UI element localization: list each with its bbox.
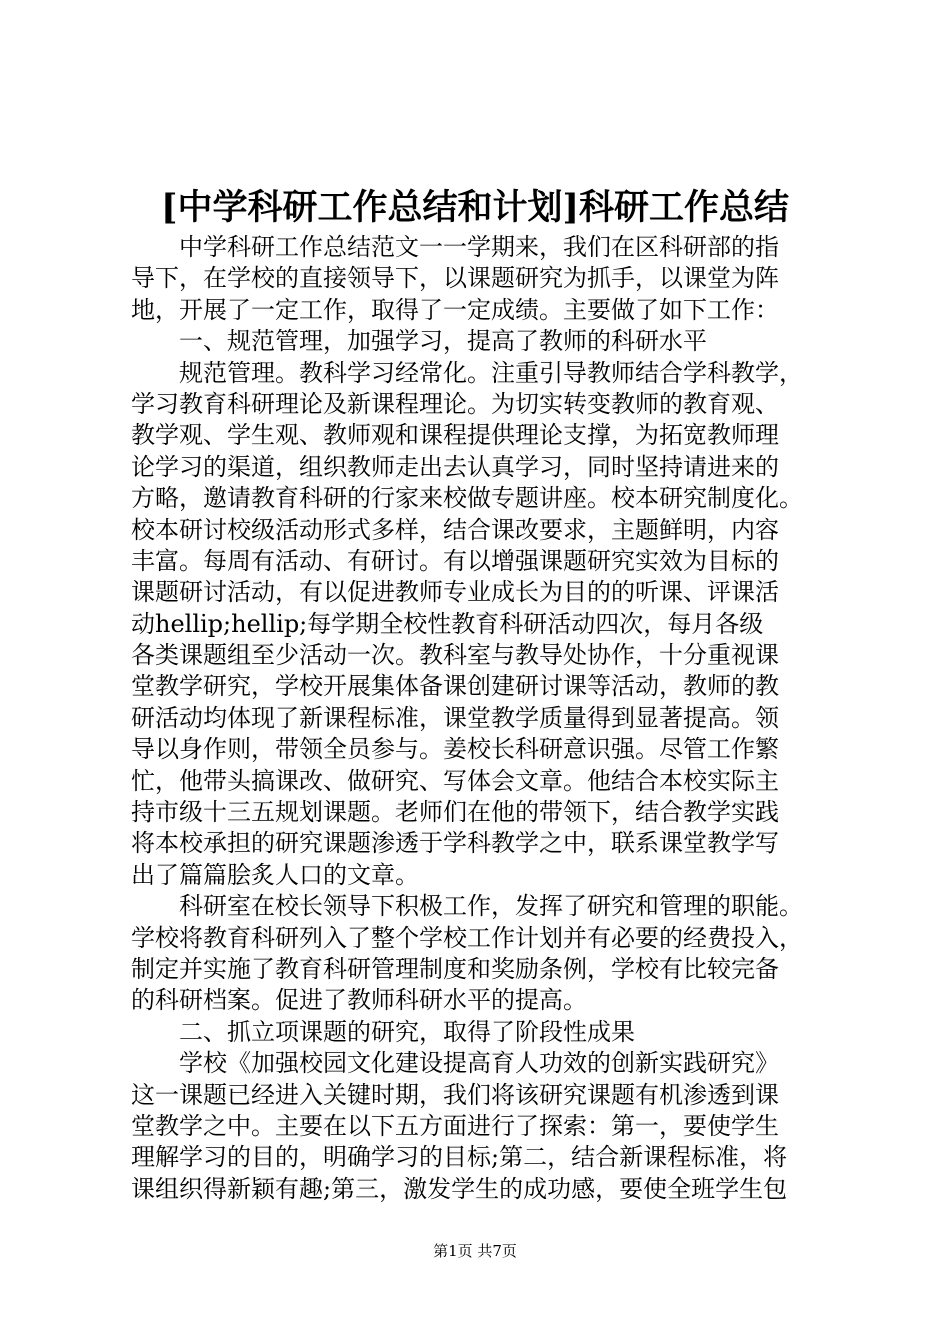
paragraph-line: 科研室在校长领导下积极工作，发挥了研究和管理的职能。 (179, 892, 803, 921)
paragraph-line: 地，开展了一定工作，取得了一定成绩。主要做了如下工作： (131, 295, 779, 324)
paragraph-line: 堂教学之中。主要在以下五方面进行了探索：第一，要使学生 (131, 1111, 779, 1140)
paragraph-line: 的科研档案。促进了教师科研水平的提高。 (131, 986, 587, 1015)
paragraph-line: 这一课题已经进入关键时期，我们将该研究课题有机渗透到课 (131, 1080, 779, 1109)
section-heading: 二、抓立项课题的研究，取得了阶段性成果 (179, 1017, 635, 1046)
paragraph-line: 出了篇篇脍炙人口的文章。 (131, 860, 419, 889)
paragraph-line: 导下，在学校的直接领导下，以课题研究为抓手，以课堂为阵 (131, 264, 779, 293)
paragraph-line: 持市级十三五规划课题。老师们在他的带领下，结合教学实践 (131, 798, 779, 827)
paragraph-line: 理解学习的目的，明确学习的目标;第二，结合新课程标准，将 (131, 1143, 788, 1172)
paragraph-line: 课组织得新颖有趣;第三，激发学生的成功感，要使全班学生包 (131, 1174, 788, 1203)
paragraph-line: 规范管理。教科学习经常化。注重引导教师结合学科教学， (179, 358, 803, 387)
paragraph-line: 教学观、学生观、教师观和课程提供理论支撑，为拓宽教师理 (131, 421, 779, 450)
document-title: [中学科研工作总结和计划]科研工作总结 (160, 187, 790, 228)
paragraph-line: 中学科研工作总结范文一一学期来，我们在区科研部的指 (179, 233, 779, 261)
paragraph-line: 方略，邀请教育科研的行家来校做专题讲座。校本研究制度化。 (131, 484, 803, 513)
section-heading: 一、规范管理，加强学习，提高了教师的科研水平 (179, 327, 707, 356)
paragraph-line: 制定并实施了教育科研管理制度和奖励条例，学校有比较完备 (131, 954, 779, 983)
paragraph-line: 学校《加强校园文化建设提高育人功效的创新实践研究》 (179, 1049, 779, 1078)
paragraph-line: 论学习的渠道，组织教师走出去认真学习，同时坚持请进来的 (131, 452, 779, 481)
paragraph-line: 忙，他带头搞课改、做研究、写体会文章。他结合本校实际主 (131, 766, 779, 795)
paragraph-line: 学校将教育科研列入了整个学校工作计划并有必要的经费投入， (131, 923, 803, 952)
paragraph-line: 研活动均体现了新课程标准，课堂教学质量得到显著提高。领 (131, 703, 779, 732)
paragraph-line: 将本校承担的研究课题渗透于学科教学之中，联系课堂教学写 (131, 829, 779, 858)
paragraph-line: 丰富。每周有活动、有研讨。有以增强课题研究实效为目标的 (131, 546, 779, 575)
paragraph-line: 动hellip;hellip;每学期全校性教育科研活动四次，每月各级 (131, 609, 764, 638)
document-body (131, 232, 831, 1205)
paragraph-line: 课题研讨活动，有以促进教师专业成长为目的的听课、评课活 (131, 578, 779, 607)
paragraph-line: 学习教育科研理论及新课程理论。为切实转变教师的教育观、 (131, 389, 779, 418)
paragraph-line: 各类课题组至少活动一次。教科室与教导处协作，十分重视课 (131, 641, 779, 670)
paragraph-line: 导以身作则，带领全员参与。姜校长科研意识强。尽管工作繁 (131, 735, 779, 764)
paragraph-line: 堂教学研究，学校开展集体备课创建研讨课等活动，教师的教 (131, 672, 779, 701)
page-number-footer: 第1页 共7页 (433, 1242, 517, 1260)
paragraph-line: 校本研讨校级活动形式多样，结合课改要求，主题鲜明，内容 (131, 515, 779, 544)
